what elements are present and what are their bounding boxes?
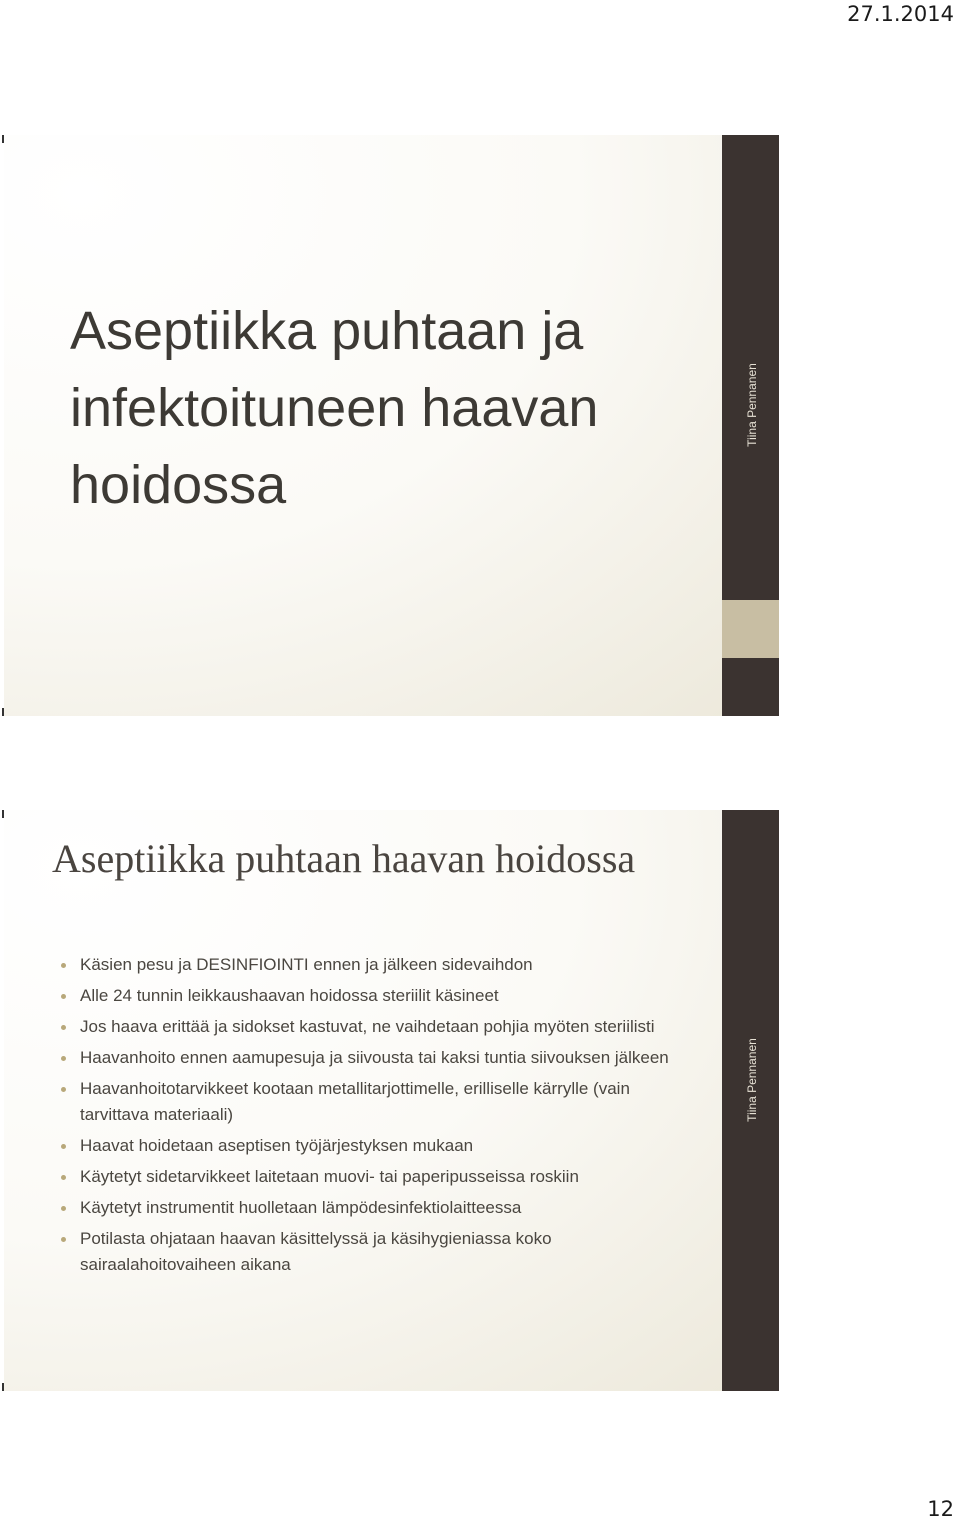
bullet-item: Potilasta ohjataan haavan käsittelyssä ja käsihygieniassa koko sairaalahoitovaiheen aikana bbox=[60, 1226, 680, 1278]
slide-2-title: Aseptiikka puhtaan haavan hoidossa bbox=[52, 836, 636, 881]
bullet-item: Haavanhoito ennen aamupesuja ja siivousta tai kaksi tuntia siivouksen jälkeen bbox=[60, 1045, 680, 1071]
slide-corner-mark bbox=[2, 1383, 4, 1391]
slide-corner-mark bbox=[2, 810, 4, 818]
slide-2-author bbox=[742, 980, 762, 1180]
bullet-item: Haavanhoitotarvikkeet kootaan metallitarjottimelle, erilliselle kärrylle (vain tarvittava materiaali) bbox=[60, 1076, 680, 1128]
bullet-item: Käytetyt instrumentit huolletaan lämpödesinfektiolaitteessa bbox=[60, 1195, 680, 1221]
slide-1-title: Aseptiikka puhtaan ja infektoituneen haavan hoidossa bbox=[70, 301, 599, 515]
slide-1-author-label: Tiina Pennanen bbox=[745, 363, 759, 447]
slide-1 bbox=[4, 135, 779, 716]
slide-2-author-label: Tiina Pennanen bbox=[745, 1038, 759, 1122]
slide-2 bbox=[4, 810, 779, 1391]
slide-corner-mark bbox=[2, 708, 4, 716]
slide-2-bullet-list bbox=[60, 952, 680, 1283]
slide-corner-mark bbox=[2, 135, 4, 143]
bullet-item: Käytetyt sidetarvikkeet laitetaan muovi- tai paperipusseissa roskiin bbox=[60, 1164, 680, 1190]
bullet-item: Alle 24 tunnin leikkaushaavan hoidossa steriilit käsineet bbox=[60, 983, 680, 1009]
slide-1-sidebar-accent bbox=[722, 600, 779, 658]
slide-1-author bbox=[742, 305, 762, 505]
page-date: 27.1.2014 bbox=[847, 2, 954, 26]
bullet-item: Haavat hoidetaan aseptisen työjärjestyksen mukaan bbox=[60, 1133, 680, 1159]
bullet-item: Käsien pesu ja DESINFIOINTI ennen ja jälkeen sidevaihdon bbox=[60, 952, 680, 978]
bullet-item: Jos haava erittää ja sidokset kastuvat, ne vaihdetaan pohjia myöten steriilisti bbox=[60, 1014, 680, 1040]
page-number: 12 bbox=[927, 1497, 954, 1521]
